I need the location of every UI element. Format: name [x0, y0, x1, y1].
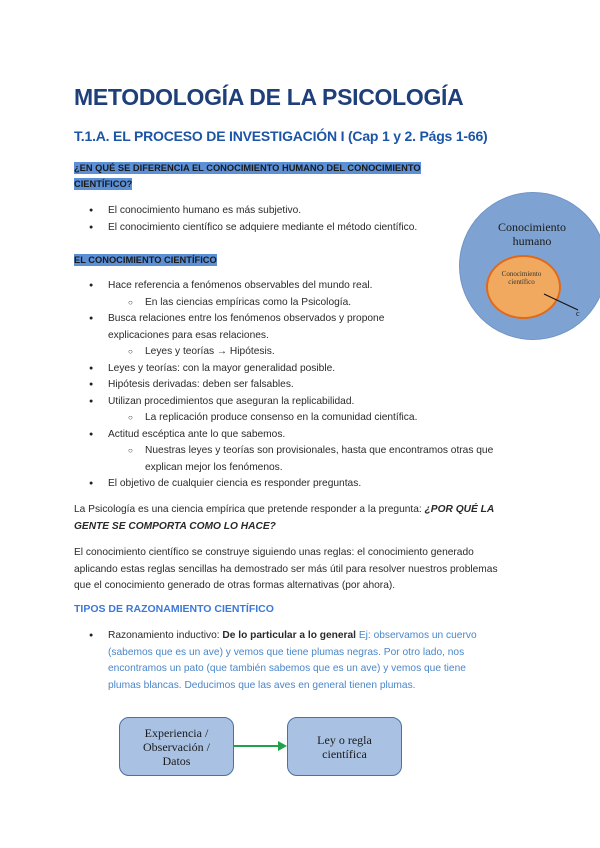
- list-item: ● Actitud escéptica ante lo que sabemos.: [0, 427, 600, 444]
- list-item: ● Leyes y teorías: con la mayor generalidad posible.: [0, 361, 600, 378]
- experience-box: [119, 717, 234, 776]
- list-item: ● El conocimiento humano es más subjetivo.: [0, 203, 600, 220]
- list-item: ● El conocimiento científico se adquiere mediante el método científico.: [0, 220, 600, 237]
- inductive-example-3: encontramos un pato (que también sabemos que es un ave) y vemos que tiene: [108, 663, 466, 674]
- page-title: METODOLOGÍA DE LA PSICOLOGÍA: [74, 84, 464, 110]
- human-knowledge-label: [474, 220, 590, 248]
- inductive-example-1: Ej: observamos un cuervo: [356, 630, 477, 641]
- inductive-prefix: Razonamiento inductivo:: [108, 630, 223, 641]
- list-subitem: ○ La replicación produce consenso en la comunidad científica.: [0, 410, 600, 427]
- list-item: ● Hipótesis derivadas: deben ser falsables.: [0, 377, 600, 394]
- section1-heading: [74, 160, 421, 192]
- inductive-bold: De lo particular a lo general: [222, 630, 357, 641]
- outer-label-line2: humano: [512, 234, 552, 248]
- list-subitem-continuation: explican mejor los fenómenos.: [145, 461, 283, 473]
- box2-line2: científica: [322, 746, 367, 761]
- paragraph-question: [74, 502, 544, 535]
- box1-line3: Datos: [162, 753, 191, 768]
- para1-bold1: ¿POR QUÉ LA: [424, 504, 495, 515]
- box2-line1: Ley o regla: [317, 732, 372, 747]
- list-item: ● Utilizan procedimientos que aseguran la replicabilidad.: [0, 394, 600, 411]
- list-item-continuation: explicaciones para esas relaciones.: [108, 329, 269, 341]
- svg-text:c: c: [576, 309, 580, 318]
- para2-line1: El conocimiento científico se construye siguiendo unas reglas: el conocimiento generado: [74, 547, 474, 558]
- inner-label-line2: científico: [508, 278, 535, 286]
- inductive-example-4: plumas blancas. Deducimos que las aves en general tienen plumas.: [108, 679, 416, 691]
- inner-label-line1: Conocimiento: [501, 270, 542, 278]
- para1-bold2: GENTE SE COMPORTA COMO LO HACE?: [74, 520, 276, 532]
- page-subtitle: T.1.A. EL PROCESO DE INVESTIGACIÓN I (Cap 1 y 2. Págs 1-66): [74, 128, 488, 144]
- para2-line3: que el conocimiento generado de otras formas alternativas (por ahora).: [74, 580, 396, 591]
- list-subitem: ○ En las ciencias empíricas como la Psicología.: [0, 295, 600, 312]
- list-item: [0, 628, 600, 694]
- pointer-line-icon: [540, 290, 590, 320]
- list-item: ● Busca relaciones entre los fenómenos observados y propone: [0, 311, 600, 328]
- scientific-knowledge-label: [488, 270, 555, 286]
- scientific-law-box: [287, 717, 402, 776]
- inductive-example-2: (sabemos que es un ave) y vemos que tiene plumas negras. Por otro lado, nos: [108, 646, 465, 658]
- list-item: ● El objetivo de cualquier ciencia es responder preguntas.: [0, 476, 600, 493]
- box1-line2: Observación /: [143, 739, 210, 754]
- section3-heading: TIPOS DE RAZONAMIENTO CIENTÍFICO: [74, 603, 274, 615]
- section1-heading-line1: ¿EN QUÉ SE DIFERENCIA EL CONOCIMIENTO HUMANO DEL CONOCIMIENTO: [74, 163, 421, 173]
- arrow-right-icon: [232, 738, 288, 754]
- section2-heading: [74, 252, 217, 268]
- section3-list: [0, 628, 600, 694]
- outer-label-line1: Conocimiento: [498, 220, 566, 234]
- list-item: ● Hace referencia a fenómenos observables del mundo real.: [0, 278, 600, 295]
- list-subitem: ○ Leyes y teorías → Hipótesis.: [0, 344, 600, 361]
- section2-heading-text: EL CONOCIMIENTO CIENTÍFICO: [74, 255, 217, 265]
- section1-heading-line2: CIENTÍFICO?: [74, 179, 133, 189]
- para1-text: La Psicología es una ciencia empírica que pretende responder a la pregunta:: [74, 504, 425, 515]
- para2-line2: aplicando estas reglas sencillas ha demostrado ser más útil para resolver nuestros problemas: [74, 563, 498, 575]
- list-subitem: ○ Nuestras leyes y teorías son provisionales, hasta que encontramos otras que: [0, 443, 600, 460]
- box1-line1: Experiencia /: [144, 725, 209, 740]
- paragraph-rules: [74, 545, 554, 595]
